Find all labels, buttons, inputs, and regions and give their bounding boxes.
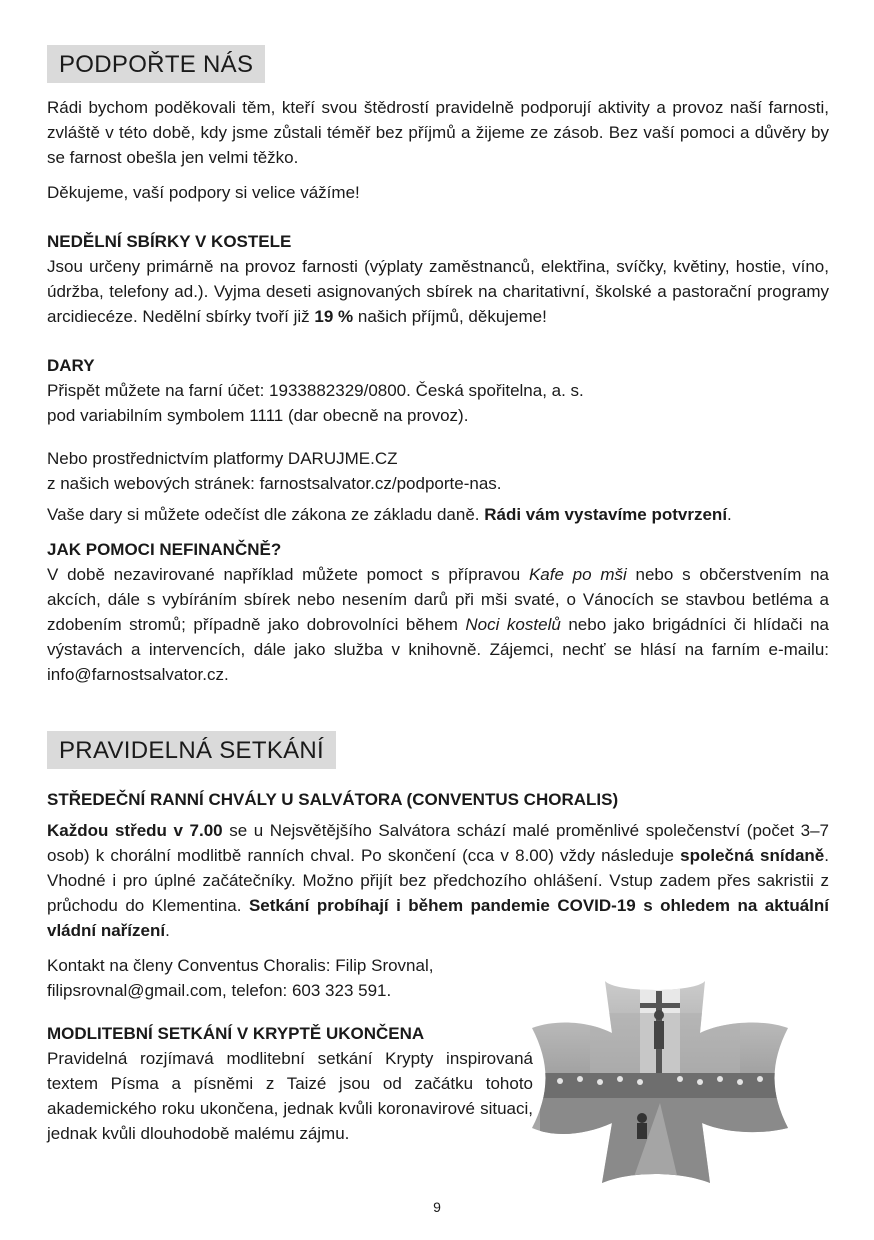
section-title-meetings: PRAVIDELNÁ SETKÁNÍ: [47, 731, 336, 769]
nonfinancial-text: V době nezavirované například můžete pomoct s přípravou Kafe po mši nebo s občerstvením na akcích, dále s vybíráním sbírek nebo nesením darů při mši svaté, o Vánocích se stavbou betléma a zdobením stromů; případně jako dobrovolníci během Noci kostelů nebo jako brigádníci či hlídači na výstavách a intervencích, dále jako služba v knihovně. Zájemci, nechť se hlásí na farním e-mailu: info@farnostsalvator.cz.: [47, 565, 830, 684]
sunday-collections-text: Jsou určeny primárně na provoz farnosti (výplaty zaměstnanců, elektřina, svíčky, květiny, hostie, víno, údržba, telefony ad.). Vyjma deseti asignovaných sbírek na charitativní, školské a pastorační programy arcidiecéze. Nedělní sbírky tvoří již 19 % našich příjmů, děkujeme!: [47, 257, 829, 326]
section-title-support: PODPOŘTE NÁS: [47, 45, 265, 83]
lauds-text: Každou středu v 7.00 se u Nejsvětějšího Salvátora schází malé proměnlivé společenství (počet 3–7 osob) k chorální modlitbě ranních chval. Po skončení (cca v 8.00) vždy následuje společná snídaně. Vhodné i pro úplné začátečníky. Možno přijít bez předchozího ohlášení. Vstup zadem přes sakristii z průchodu do Klementina. Setkání probíhají i během pandemie COVID-19 s ohledem na aktuální vládní nařízení.: [47, 821, 829, 940]
crypt-cross-photo: [520, 973, 810, 1193]
lauds-contact: Kontakt na členy Conventus Choralis: Filip Srovnal, filipsrovnal@gmail.com, telefon: 603 323 591.: [47, 956, 434, 1000]
income-share: 19 %: [314, 307, 354, 326]
confirmation-note: Rádi vám vystavíme potvrzení: [484, 505, 728, 524]
lauds-heading: STŘEDEČNÍ RANNÍ CHVÁLY U SALVÁTORA (CONVENTUS CHORALIS): [47, 790, 619, 809]
gifts-tax: Vaše dary si můžete odečíst dle zákona ze základu daně. Rádi vám vystavíme potvrzení.: [47, 505, 732, 524]
support-intro: Rádi bychom poděkovali těm, kteří svou štědrostí pravidelně podporují aktivity a provoz naší farnosti, zvláště v této době, kdy jsme zůstali téměř bez příjmů a žijeme ze zásob. Bez vaší pomoci a důvěry by se farnost obešla jen velmi těžko.: [47, 98, 829, 167]
support-thanks: Děkujeme, vaší podpory si velice vážíme!: [47, 183, 360, 202]
crypt-text: Pravidelná rozjímavá modlitební setkání Krypty inspirovaná textem Písma a písněmi z Taizé jsou od začátku tohoto akademického roku ukončena, jednak kvůli koronavirové situaci, jednak kvůli dlouhodobě malému zájmu.: [47, 1049, 533, 1143]
sunday-collections-heading: NEDĚLNÍ SBÍRKY V KOSTELE: [47, 232, 292, 251]
gifts-account: Přispět můžete na farní účet: 1933882329/0800. Česká spořitelna, a. s. pod variabilním symbolem 1111 (dar obecně na provoz).: [47, 381, 584, 425]
page-number: 9: [433, 1199, 441, 1215]
gifts-platform: Nebo prostřednictvím platformy DARUJME.CZ z našich webových stránek: farnostsalvator.cz/podporte-nas.: [47, 449, 502, 493]
gifts-heading: DARY: [47, 356, 95, 375]
crypt-heading: MODLITEBNÍ SETKÁNÍ V KRYPTĚ UKONČENA: [47, 1024, 425, 1043]
nonfinancial-heading: JAK POMOCI NEFINANČNĚ?: [47, 540, 282, 559]
